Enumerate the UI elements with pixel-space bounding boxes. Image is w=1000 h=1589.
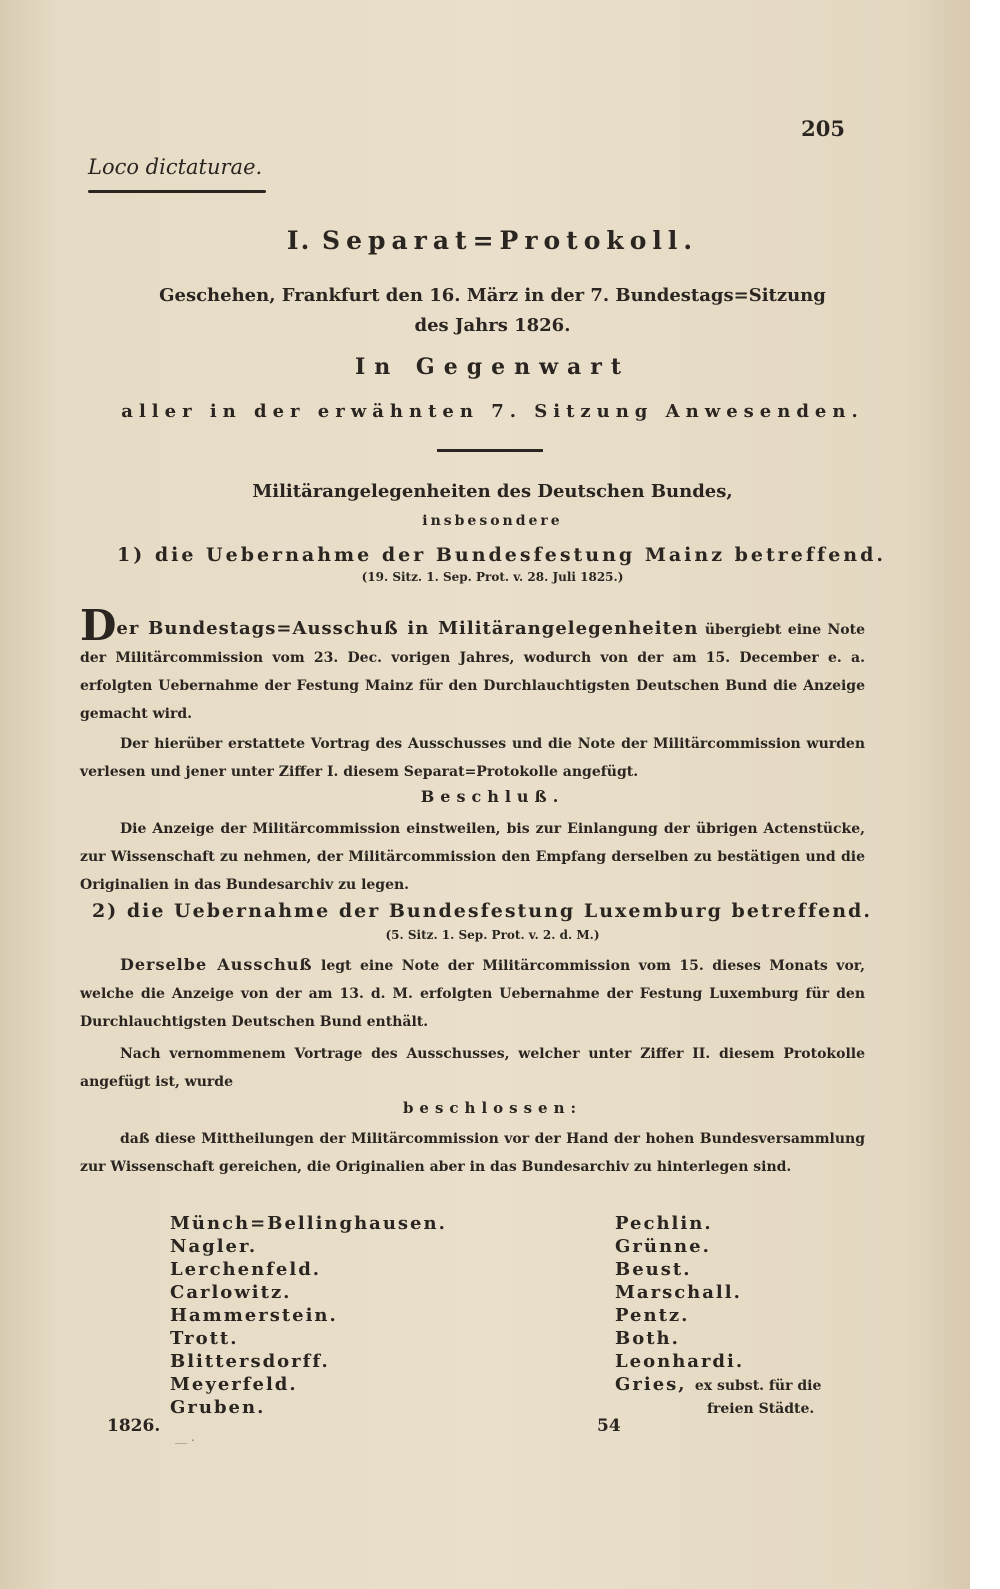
- item1-title: 1) die Uebernahme der Bundesfestung Mainz betreffend.: [117, 544, 887, 566]
- section-divider: [437, 449, 543, 452]
- signature: Nagler.: [170, 1236, 258, 1257]
- item1-paragraph1-lead: er Bundestags=Ausschuß in Militärangelegenheiten: [116, 618, 699, 639]
- signature: Meyerfeld.: [170, 1374, 298, 1395]
- section-heading: Militärangelegenheiten des Deutschen Bundes,: [252, 481, 733, 502]
- item1-resolution: Die Anzeige der Militärcommission einstweilen, bis zur Einlangung der übrigen Actenstücke, zur Wissenschaft zu nehmen, der Militärcommission den Empfang derselben zu bestätigen und die Originalien in das Bundesarchiv zu legen.: [80, 821, 865, 893]
- signature: Trott.: [170, 1328, 239, 1349]
- title-numeral: I.: [286, 226, 312, 255]
- signature: Marschall.: [615, 1282, 742, 1303]
- section-subheading: insbesondere: [422, 513, 563, 529]
- signature: Grünne.: [615, 1236, 711, 1257]
- item1-paragraph1: [80, 601, 866, 728]
- item2-paragraph2: Nach vernommenem Vortrage des Ausschusses, welcher unter Ziffer II. diesem Protokolle angefügt ist, wurde: [80, 1046, 865, 1090]
- presence-line: aller in der erwähnten 7. Sitzung Anwesenden.: [121, 401, 864, 422]
- item2-paragraph1-lead: Derselbe Ausschuß: [120, 955, 313, 974]
- item2-reference: (5. Sitz. 1. Sep. Prot. v. 2. d. M.): [385, 928, 600, 942]
- page-edge: [970, 0, 985, 1589]
- marginal-note: Loco dictaturae.: [88, 155, 263, 179]
- signature-gries: [615, 1373, 821, 1398]
- item2-paragraph1: [80, 951, 865, 1036]
- signature: Pechlin.: [615, 1213, 713, 1234]
- divider-rule: [88, 190, 266, 193]
- item2-paragraph1-rest: legt eine Note der Militärcommission vom 15. dieses Monats vor, welche die Anzeige von der am 13. d. M. erfolgten Uebernahme der Festung Luxemburg für den Durchlauchtigsten Deutschen Bund enthält.: [80, 958, 866, 1030]
- signature: Carlowitz.: [170, 1282, 292, 1303]
- signature: Gries,: [615, 1374, 687, 1395]
- dateline-line2: des Jahrs 1826.: [414, 315, 571, 336]
- signature: Both.: [615, 1328, 680, 1349]
- footer-dash: __ .: [175, 1430, 195, 1444]
- item2-title: 2) die Uebernahme der Bundesfestung Luxemburg betreffend.: [92, 900, 872, 922]
- signature: Gruben.: [170, 1397, 266, 1418]
- item2-resolution-heading: beschlossen:: [402, 1099, 583, 1117]
- signature: Pentz.: [615, 1305, 690, 1326]
- title-text: Separat=Protokoll.: [322, 226, 699, 255]
- signature: Beust.: [615, 1259, 692, 1280]
- footer-year: 1826.: [107, 1416, 161, 1436]
- dropcap: D: [80, 601, 117, 650]
- signature-note: ex subst. für die: [694, 1378, 822, 1394]
- signatures-right: [615, 1212, 821, 1421]
- signature: Leonhardi.: [615, 1351, 745, 1372]
- protocol-title: [0, 226, 985, 255]
- signature-note-2: freien Städte.: [707, 1401, 815, 1417]
- presence-heading: In Gegenwart: [354, 354, 631, 380]
- item1-paragraph2: Der hierüber erstattete Vortrag des Ausschusses und die Note der Militärcommission wurden verlesen und jener unter Ziffer I. diesem Separat=Protokolle angefügt.: [80, 736, 865, 780]
- signatures-left: [170, 1212, 447, 1419]
- item2-resolution: daß diese Mittheilungen der Militärcommission vor der Hand der hohen Bundesversammlung zur Wissenschaft gereichen, die Originalien aber in das Bundesarchiv zu hinterlegen sind.: [80, 1131, 865, 1175]
- signature: Münch=Bellinghausen.: [170, 1213, 447, 1234]
- item1-resolution-heading: Beschluß.: [420, 787, 565, 806]
- item1-paragraph1-rest: übergiebt eine Note der Militärcommission vom 23. Dec. vorigen Jahres, wodurch von der am 15. December e. a. erfolgten Uebernahme der Festung Mainz für den Durchlauchtigsten Deutschen Bund die Anzeige gemacht wird.: [80, 622, 866, 722]
- signature: Blittersdorff.: [170, 1351, 330, 1372]
- dateline-line1: Geschehen, Frankfurt den 16. März in der 7. Bundestags=Sitzung: [159, 285, 826, 306]
- item1-reference: (19. Sitz. 1. Sep. Prot. v. 28. Juli 1825.): [361, 570, 624, 584]
- sheet-number: 54: [597, 1416, 621, 1436]
- signature: Lerchenfeld.: [170, 1259, 322, 1280]
- signature: Hammerstein.: [170, 1305, 338, 1326]
- page-number: 205: [801, 116, 845, 141]
